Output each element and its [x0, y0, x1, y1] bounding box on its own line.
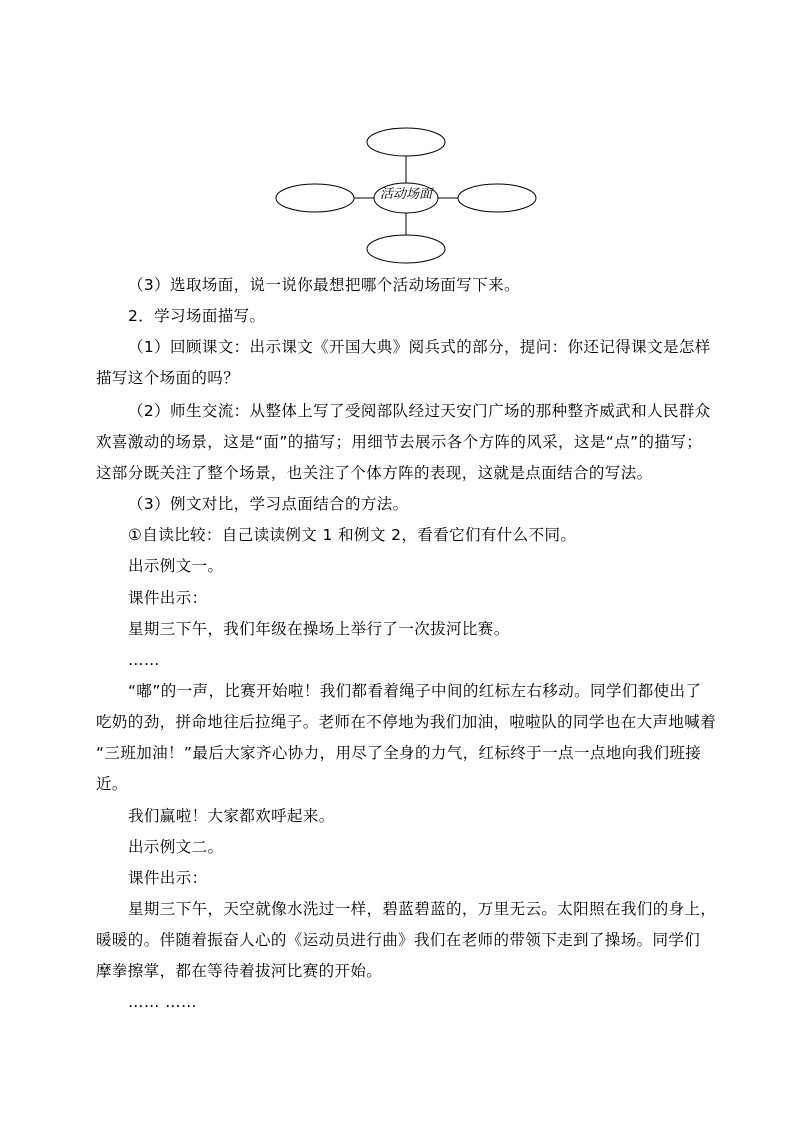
left-ellipse — [276, 184, 354, 212]
text-line: 出示例文一。 — [128, 557, 224, 575]
text-line: 星期三下午，我们年级在操场上举行了一次拔河比赛。 — [128, 620, 510, 638]
text-line: …… …… — [128, 993, 197, 1011]
mind-map-diagram — [270, 125, 542, 265]
text-line: 课件出示： — [128, 589, 208, 607]
text-line: 吃奶的劲，拼命地往后拉绳子。老师在不停地为我们加油，啦啦队的同学也在大声地喊着 — [96, 713, 717, 731]
text-line: 描写这个场面的吗？ — [96, 369, 240, 387]
text-line: （1）回顾课文：出示课文《开国大典》阅兵式的部分，提问：你还记得课文是怎样 — [128, 338, 711, 356]
text-line: “三班加油！”最后大家齐心协力，用尽了全身的力气，红标终于一点一点地向我们班接 — [96, 744, 702, 762]
text-line: 暖暖的。伴随着振奋人心的《运动员进行曲》我们在老师的带领下走到了操场。同学们 — [96, 931, 701, 949]
text-line: （3）例文对比，学习点面结合的方法。 — [128, 495, 409, 513]
bottom-ellipse — [367, 235, 445, 263]
text-line: 星期三下午，天空就像水洗过一样，碧蓝碧蓝的，万里无云。太阳照在我们的身上， — [128, 900, 717, 918]
text-line: （3）选取场面，说一说你最想把哪个活动场面写下来。 — [128, 276, 520, 294]
text-line: 欢喜激动的场景，这是“面”的描写；用细节去展示各个方阵的风采，这是“点”的描写； — [96, 433, 703, 451]
text-line: 这部分既关注了整个场景，也关注了个体方阵的表现，这就是点面结合的写法。 — [96, 464, 653, 482]
text-line: 近。 — [96, 775, 128, 793]
text-line: 2．学习场面描写。 — [128, 307, 266, 325]
right-ellipse — [458, 184, 536, 212]
text-line: 课件出示： — [128, 869, 208, 887]
top-ellipse — [367, 128, 445, 156]
text-line: （2）师生交流：从整体上写了受阅部队经过天安门广场的那种整齐威武和人民群众 — [128, 402, 711, 420]
text-line: 摩拳擦掌，都在等待着拔河比赛的开始。 — [96, 962, 383, 980]
text-line: “嘟”的一声，比赛开始啦！我们都看着绳子中间的红标左右移动。同学们都使出了 — [128, 682, 702, 700]
text-line: …… — [128, 651, 160, 669]
text-line: ①自读比较：自己读读例文 1 和例文 2，看看它们有什么不同。 — [128, 526, 577, 544]
text-line: 我们赢啦！大家都欢呼起来。 — [128, 807, 335, 825]
text-line: 出示例文二。 — [128, 838, 224, 856]
center-label: 活动场面 — [379, 187, 432, 202]
